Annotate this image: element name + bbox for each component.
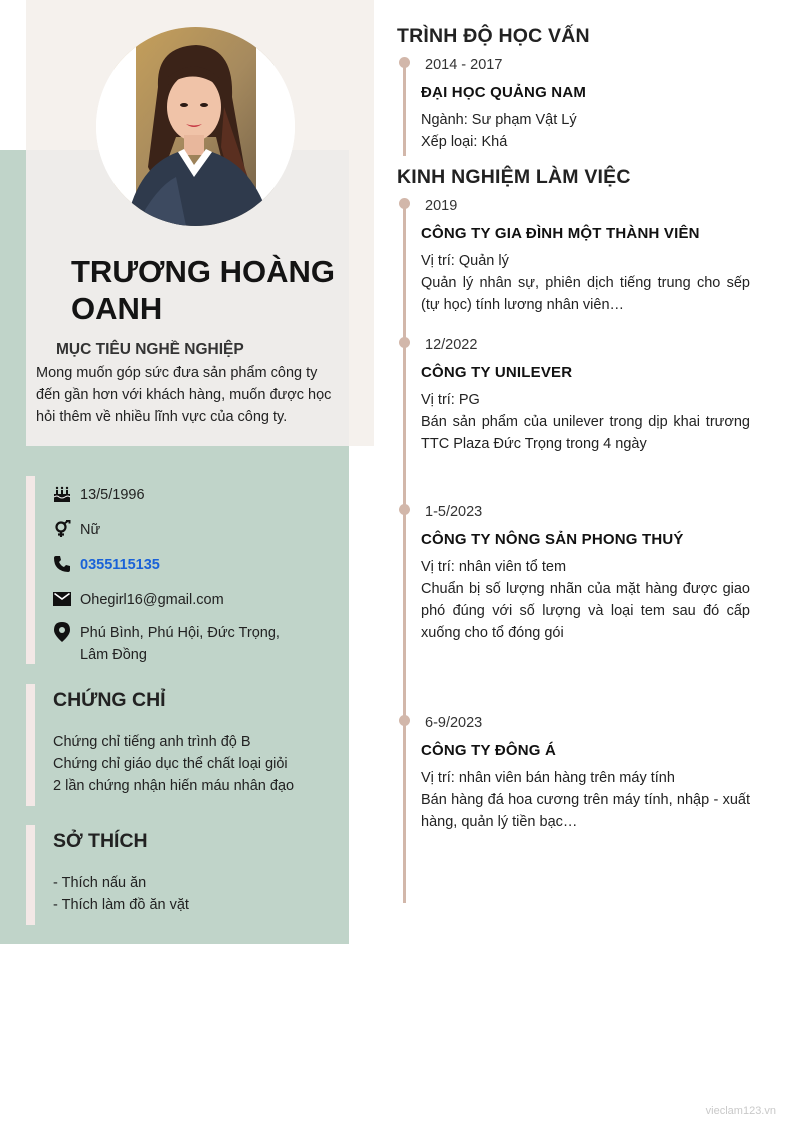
education-rank: Xếp loại: Khá	[421, 134, 508, 150]
job-details	[421, 250, 750, 316]
avatar	[96, 27, 295, 226]
gender-value: Nữ	[80, 522, 101, 538]
job-position: Vị trí: Quản lý	[421, 253, 509, 269]
job-details	[421, 389, 750, 455]
candidate-name: TRƯƠNG HOÀNG OANH	[71, 254, 335, 326]
watermark: vieclam123.vn	[705, 1105, 776, 1117]
certificates-bar	[26, 684, 35, 806]
job-position: Vị trí: PG	[421, 392, 480, 408]
contact-email	[52, 589, 224, 611]
timeline-dot	[399, 715, 410, 726]
job-description: Chuẩn bị số lượng nhãn của mặt hàng được giao phó đúng với số lượng và loại tem sau đó cấp xuống cho tổ đóng gói	[421, 581, 750, 641]
job-description: Bán hàng đá hoa cương trên máy tính, nhập - xuất hàng, quản lý tiền bạc…	[421, 792, 750, 830]
job-company: CÔNG TY UNILEVER	[421, 364, 573, 381]
hobbies-title: SỞ THÍCH	[53, 830, 148, 852]
birthday-value: 13/5/1996	[80, 487, 145, 503]
job-company: CÔNG TY NÔNG SẢN PHONG THUÝ	[421, 531, 684, 548]
job-company: CÔNG TY ĐÔNG Á	[421, 742, 557, 759]
address-line1: Phú Bình, Phú Hội, Đức Trọng,	[80, 625, 280, 641]
hobby-item: - Thích nấu ăn	[53, 875, 147, 891]
hobby-item: - Thích làm đồ ăn vặt	[53, 897, 189, 913]
contact-gender	[52, 519, 100, 541]
experience-title: KINH NGHIỆM LÀM VIỆC	[397, 166, 631, 188]
phone-link[interactable]: 0355115135	[80, 557, 160, 573]
certificates-list	[53, 731, 294, 797]
education-details	[421, 109, 750, 153]
hobbies-bar	[26, 825, 35, 925]
job-company: CÔNG TY GIA ĐÌNH MỘT THÀNH VIÊN	[421, 225, 700, 242]
job-position: Vị trí: nhân viên bán hàng trên máy tính	[421, 770, 675, 786]
education-timeline	[403, 62, 406, 156]
job-details	[421, 556, 750, 644]
contact-phone[interactable]	[52, 554, 160, 576]
job-date: 12/2022	[425, 337, 478, 353]
gender-icon	[52, 519, 72, 539]
contact-bar	[26, 476, 35, 664]
experience-timeline	[403, 203, 406, 903]
address-line2: Lâm Đồng	[80, 647, 147, 663]
job-date: 6-9/2023	[425, 715, 483, 731]
contact-birthday	[52, 484, 145, 506]
job-date: 1-5/2023	[425, 504, 483, 520]
profile-photo	[96, 27, 295, 226]
education-title: TRÌNH ĐỘ HỌC VẤN	[397, 25, 590, 47]
job-description: Bán sản phẩm của unilever trong dịp khai trương TTC Plaza Đức Trọng trong 4 ngày	[421, 414, 750, 452]
objective-text: Mong muốn góp sức đưa sản phẩm công ty đến gần hơn với khách hàng, muốn được học hỏi thêm về nhiều lĩnh vực của công ty.	[36, 365, 332, 425]
certificates-title: CHỨNG CHỈ	[53, 689, 166, 711]
job-date: 2019	[425, 198, 458, 214]
certificate-item: Chứng chỉ giáo dục thể chất loại giỏi	[53, 756, 288, 772]
education-date: 2014 - 2017	[425, 57, 503, 73]
phone-icon	[52, 554, 72, 574]
email-icon	[52, 589, 72, 609]
timeline-dot	[399, 337, 410, 348]
job-details	[421, 767, 750, 833]
objective-title: MỤC TIÊU NGHỀ NGHIỆP	[56, 341, 244, 358]
job-position: Vị trí: nhân viên tổ tem	[421, 559, 567, 575]
education-school: ĐẠI HỌC QUẢNG NAM	[421, 84, 587, 101]
timeline-dot	[399, 504, 410, 515]
job-description: Quản lý nhân sự, phiên dịch tiếng trung cho sếp (tự học) tính lương nhân viên…	[421, 275, 750, 313]
certificate-item: Chứng chỉ tiếng anh trình độ B	[53, 734, 251, 750]
education-major: Ngành: Sư phạm Vật Lý	[421, 112, 577, 128]
timeline-dot	[399, 198, 410, 209]
cake-icon	[52, 484, 72, 504]
certificate-item: 2 lần chứng nhận hiến máu nhân đạo	[53, 778, 295, 794]
contact-address	[52, 622, 280, 666]
email-value: Ohegirl16@gmail.com	[80, 592, 224, 608]
timeline-dot	[399, 57, 410, 68]
hobbies-list	[53, 872, 189, 916]
location-icon	[52, 622, 72, 642]
